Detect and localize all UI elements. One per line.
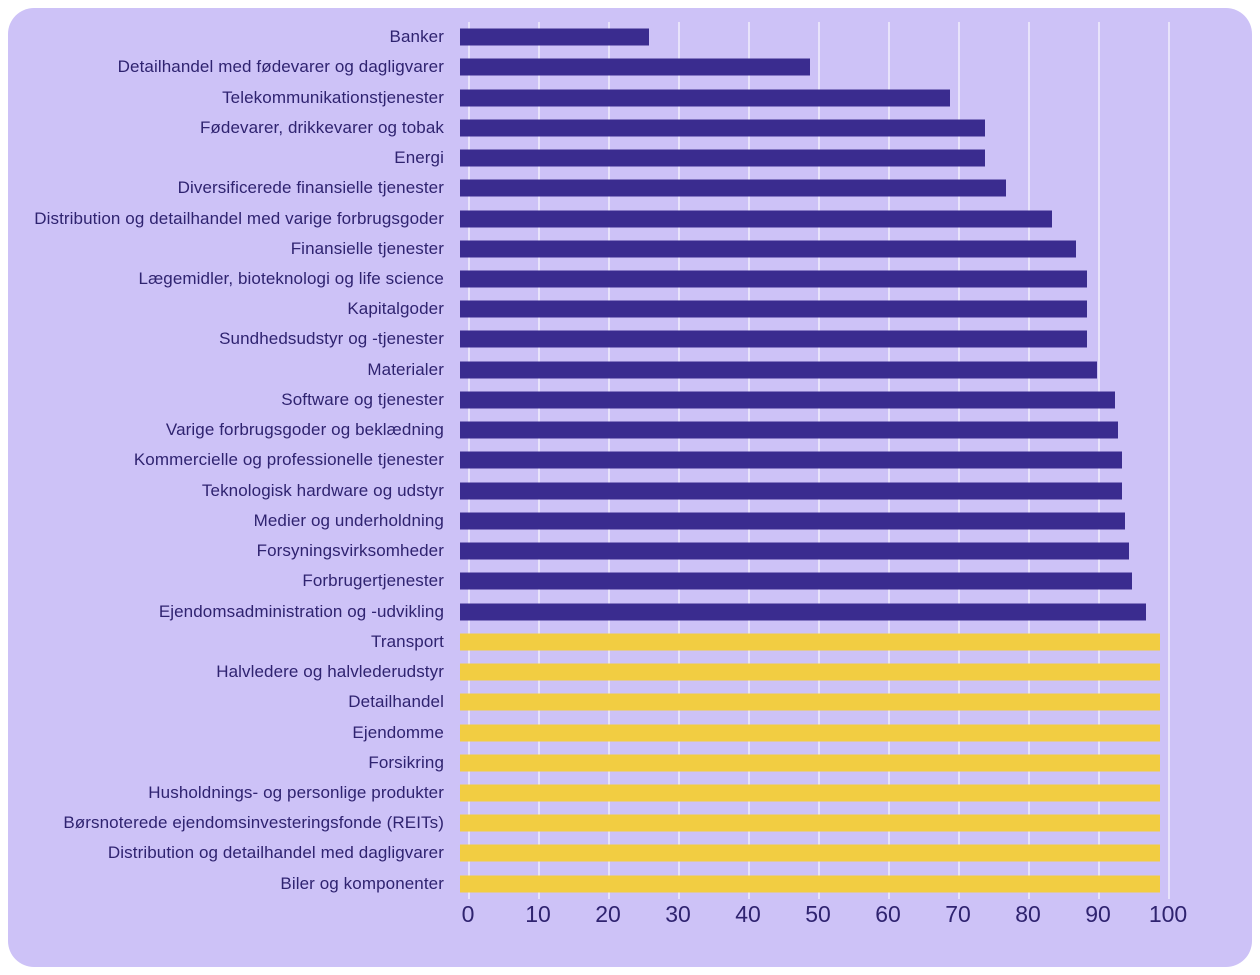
bar	[460, 422, 1118, 439]
bar	[460, 603, 1146, 620]
bar-track	[460, 748, 1160, 778]
x-axis-tick-label: 50	[805, 901, 831, 927]
bar-track	[460, 657, 1160, 687]
bar-category-label: Finansielle tjenester	[290, 238, 444, 258]
bar-category-label: Varige forbrugsgoder og beklædning	[165, 420, 444, 440]
bar-category-label: Diversificerede finansielle tjenester	[177, 178, 444, 198]
chart-row	[8, 657, 1252, 687]
bar-track	[460, 294, 1160, 324]
bar	[460, 240, 1076, 257]
chart-row	[8, 838, 1252, 868]
x-axis-tick-label: 40	[735, 901, 761, 927]
bar-track	[460, 687, 1160, 717]
bar-track	[460, 778, 1160, 808]
chart-row	[8, 234, 1252, 264]
bar-category-label: Detailhandel	[348, 692, 444, 712]
chart-row	[8, 717, 1252, 747]
x-axis-tick-label: 90	[1085, 901, 1111, 927]
chart-row	[8, 294, 1252, 324]
chart-row	[8, 22, 1252, 52]
bar-track	[460, 173, 1160, 203]
chart-row	[8, 203, 1252, 233]
bar	[460, 89, 950, 106]
x-axis-tick-label: 100	[1148, 901, 1188, 927]
bar	[460, 119, 985, 136]
bar	[460, 29, 649, 46]
x-axis-tick-label: 80	[1015, 901, 1041, 927]
bar-track	[460, 355, 1160, 385]
bar-track	[460, 113, 1160, 143]
bar-track	[460, 869, 1160, 899]
bar-category-label: Ejendomsadministration og -udvikling	[158, 601, 444, 621]
bar-track	[460, 143, 1160, 173]
bar-track	[460, 627, 1160, 657]
bar	[460, 845, 1160, 862]
bar-track	[460, 566, 1160, 596]
bar-track	[460, 808, 1160, 838]
chart-row	[8, 143, 1252, 173]
chart-plot-area	[8, 8, 1252, 967]
bar	[460, 633, 1160, 650]
bar-category-label: Distribution og detailhandel med varige forbrugsgoder	[34, 208, 444, 228]
bar-category-label: Forsikring	[368, 752, 444, 772]
chart-row	[8, 415, 1252, 445]
bar	[460, 784, 1160, 801]
bar-category-label: Materialer	[367, 359, 444, 379]
bar	[460, 543, 1129, 560]
bar-category-label: Sundhedsudstyr og -tjenester	[219, 329, 444, 349]
chart-row	[8, 536, 1252, 566]
chart-row	[8, 445, 1252, 475]
chart-row	[8, 264, 1252, 294]
chart-row	[8, 627, 1252, 657]
bar-category-label: Detailhandel med fødevarer og dagligvarer	[117, 57, 444, 77]
bar	[460, 724, 1160, 741]
bar-category-label: Ejendomme	[352, 722, 444, 742]
bar-track	[460, 445, 1160, 475]
bar-category-label: Biler og komponenter	[280, 873, 444, 893]
chart-row	[8, 748, 1252, 778]
chart-card	[8, 8, 1252, 967]
x-axis-tick-label: 0	[461, 901, 475, 927]
bar-track	[460, 596, 1160, 626]
bar-track	[460, 717, 1160, 747]
bar	[460, 694, 1160, 711]
bar-category-label: Transport	[370, 631, 444, 651]
bar	[460, 573, 1132, 590]
chart-row	[8, 869, 1252, 899]
bar	[460, 180, 1006, 197]
bar	[460, 361, 1097, 378]
bar-category-label: Forsyningsvirksomheder	[256, 541, 444, 561]
bar-track	[460, 82, 1160, 112]
bar-track	[460, 324, 1160, 354]
bar	[460, 815, 1160, 832]
bar-category-label: Telekommunikationstjenester	[222, 87, 444, 107]
bar-category-label: Distribution og detailhandel med dagligvarer	[107, 843, 444, 863]
chart-row	[8, 566, 1252, 596]
chart-row	[8, 385, 1252, 415]
chart-row	[8, 324, 1252, 354]
bar-category-label: Kommercielle og professionelle tjenester	[133, 450, 444, 470]
chart-row	[8, 355, 1252, 385]
bar-track	[460, 385, 1160, 415]
bar-track	[460, 22, 1160, 52]
bar	[460, 664, 1160, 681]
chart-row	[8, 596, 1252, 626]
chart-row	[8, 778, 1252, 808]
bar-track	[460, 838, 1160, 868]
bar-track	[460, 234, 1160, 264]
bar-track	[460, 536, 1160, 566]
chart-row	[8, 687, 1252, 717]
bar-category-label: Lægemidler, bioteknologi og life science	[138, 268, 444, 288]
bar-track	[460, 415, 1160, 445]
bar	[460, 875, 1160, 892]
bar-category-label: Husholdnings- og personlige produkter	[148, 782, 444, 802]
chart-row	[8, 113, 1252, 143]
bar-category-label: Kapitalgoder	[347, 299, 444, 319]
chart-row	[8, 808, 1252, 838]
bar-category-label: Fødevarer, drikkevarer og tobak	[199, 117, 444, 137]
bar-category-label: Teknologisk hardware og udstyr	[201, 480, 444, 500]
bar-category-label: Software og tjenester	[281, 389, 444, 409]
bar-track	[460, 203, 1160, 233]
x-axis-tick-label: 30	[665, 901, 691, 927]
bar	[460, 482, 1122, 499]
bar-category-label: Halvledere og halvlederudstyr	[216, 662, 444, 682]
bar-category-label: Medier og underholdning	[253, 510, 444, 530]
chart-x-axis	[461, 901, 1188, 941]
x-axis-tick-label: 20	[595, 901, 621, 927]
bar-category-label: Børsnoterede ejendomsinvesteringsfonde (REITs)	[63, 813, 444, 833]
bar-category-label: Energi	[394, 148, 444, 168]
chart-row	[8, 52, 1252, 82]
bar-track	[460, 506, 1160, 536]
x-axis-tick-label: 60	[875, 901, 901, 927]
bar-track	[460, 476, 1160, 506]
bar	[460, 391, 1115, 408]
bar	[460, 452, 1122, 469]
x-axis-tick-label: 70	[945, 901, 971, 927]
bar	[460, 301, 1087, 318]
chart-row	[8, 173, 1252, 203]
bar-track	[460, 52, 1160, 82]
chart-row	[8, 476, 1252, 506]
bar	[460, 754, 1160, 771]
bar	[460, 210, 1052, 227]
bar	[460, 331, 1087, 348]
bar	[460, 270, 1087, 287]
chart-bars	[8, 22, 1252, 899]
chart-row	[8, 506, 1252, 536]
bar	[460, 150, 985, 167]
bar	[460, 59, 810, 76]
bar-track	[460, 264, 1160, 294]
bar	[460, 512, 1125, 529]
bar-category-label: Banker	[389, 27, 444, 47]
bar-category-label: Forbrugertjenester	[302, 571, 444, 591]
x-axis-tick-label: 10	[525, 901, 551, 927]
chart-row	[8, 82, 1252, 112]
